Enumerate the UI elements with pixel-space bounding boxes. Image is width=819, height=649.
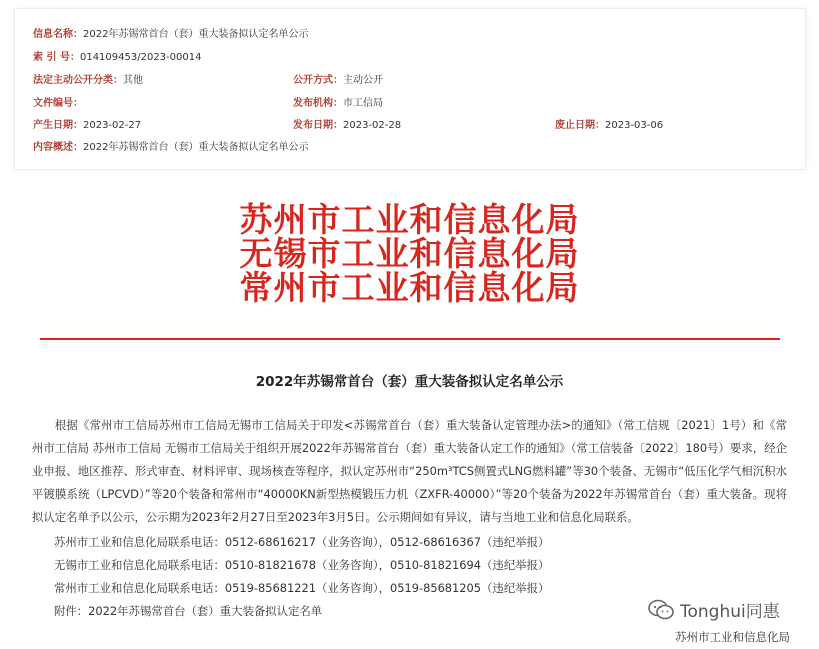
info-method <box>293 74 383 88</box>
info-expires-value: 2023-03-06 <box>605 120 664 131</box>
info-category-value: 其他 <box>123 75 143 86</box>
info-panel <box>14 8 806 170</box>
contact-suzhou: 苏州市工业和信息化局联系电话：0512-68616217（业务咨询），0512-68616367（违纪举报） <box>54 535 550 549</box>
attachment-line: 附件：2022年苏锡常首台（套）重大装备拟认定名单 <box>54 604 323 618</box>
header-changzhou: 常州市工业和信息化局 <box>239 268 580 307</box>
header-suzhou: 苏州市工业和信息化局 <box>239 200 580 239</box>
document-title: 2022年苏锡常首台（套）重大装备拟认定名单公示 <box>255 374 564 390</box>
contact-changzhou: 常州市工业和信息化局联系电话：0519-85681221（业务咨询），0519-85681205（违纪举报） <box>54 581 550 595</box>
info-expires <box>555 119 663 133</box>
info-org-value: 市工信局 <box>343 98 383 109</box>
info-docno-label: 文件编号： <box>33 98 83 109</box>
watermark-text: Tonghui同惠 <box>680 602 780 622</box>
info-row-summary <box>33 141 308 155</box>
info-category-label: 法定主动公开分类： <box>33 75 123 86</box>
info-index-value: 014109453/2023-00014 <box>79 52 202 63</box>
info-row-category <box>33 74 143 88</box>
info-published-value: 2023-02-28 <box>343 120 402 131</box>
info-method-label: 公开方式： <box>293 75 343 86</box>
footer-org: 苏州市工业和信息化局 <box>675 630 790 644</box>
header-wuxi: 无锡市工业和信息化局 <box>239 234 580 273</box>
info-row-created <box>33 119 141 133</box>
contact-wuxi: 无锡市工业和信息化局联系电话：0510-81821678（业务咨询），0510-81821694（违纪举报） <box>54 558 550 572</box>
info-summary-label: 内容概述： <box>33 142 83 153</box>
info-org <box>293 97 383 111</box>
info-name-label: 信息名称： <box>33 29 83 40</box>
info-created-label: 产生日期： <box>33 120 83 131</box>
info-row-docno <box>33 97 83 111</box>
info-method-value: 主动公开 <box>343 75 383 86</box>
info-row-name <box>33 28 308 42</box>
info-expires-label: 废止日期： <box>555 120 605 131</box>
info-row-index <box>33 51 201 65</box>
info-created-value: 2023-02-27 <box>83 120 142 131</box>
info-org-label: 发布机构： <box>293 98 343 109</box>
info-published-label: 发布日期： <box>293 120 343 131</box>
wechat-icon <box>648 599 674 621</box>
info-index-label: 索 引 号： <box>33 52 80 63</box>
header-divider <box>40 338 780 340</box>
info-name-value: 2022年苏锡常首台（套）重大装备拟认定名单公示 <box>83 29 309 40</box>
body-paragraph: 根据《常州市工信局苏州市工信局无锡市工信局关于印发<苏锡常首台（套）重大装备认定管理办法>的通知》（常工信规〔2021〕1号）和《常州市工信局 苏州市工信局 无锡市工信局关于组织开展2022年苏锡常首台（套）重大装备认定工作的通知》（常工信装备〔2022〕180号）要求，经企业申报、地区推荐、形式审查、材料评审、现场核查等程序，拟认定苏州市“250m³TCS侧置式LNG燃料罐”等30个装备、无锡市“低压化学气相沉积水平镀膜系统（LPCVD）”等20个装备和常州市“40000KN新型热模锻压力机（ZXFR-40000）”等20个装备为2022年苏锡常首台（套）重大装备。现将拟认定名单予以公示，公示期为2023年2月27日至2023年3月5日。公示期间如有异议，请与当地工业和信息化局联系。 <box>32 418 787 524</box>
info-published <box>293 119 401 133</box>
watermark <box>648 597 780 622</box>
info-summary-value: 2022年苏锡常首台（套）重大装备拟认定名单公示 <box>83 142 309 153</box>
